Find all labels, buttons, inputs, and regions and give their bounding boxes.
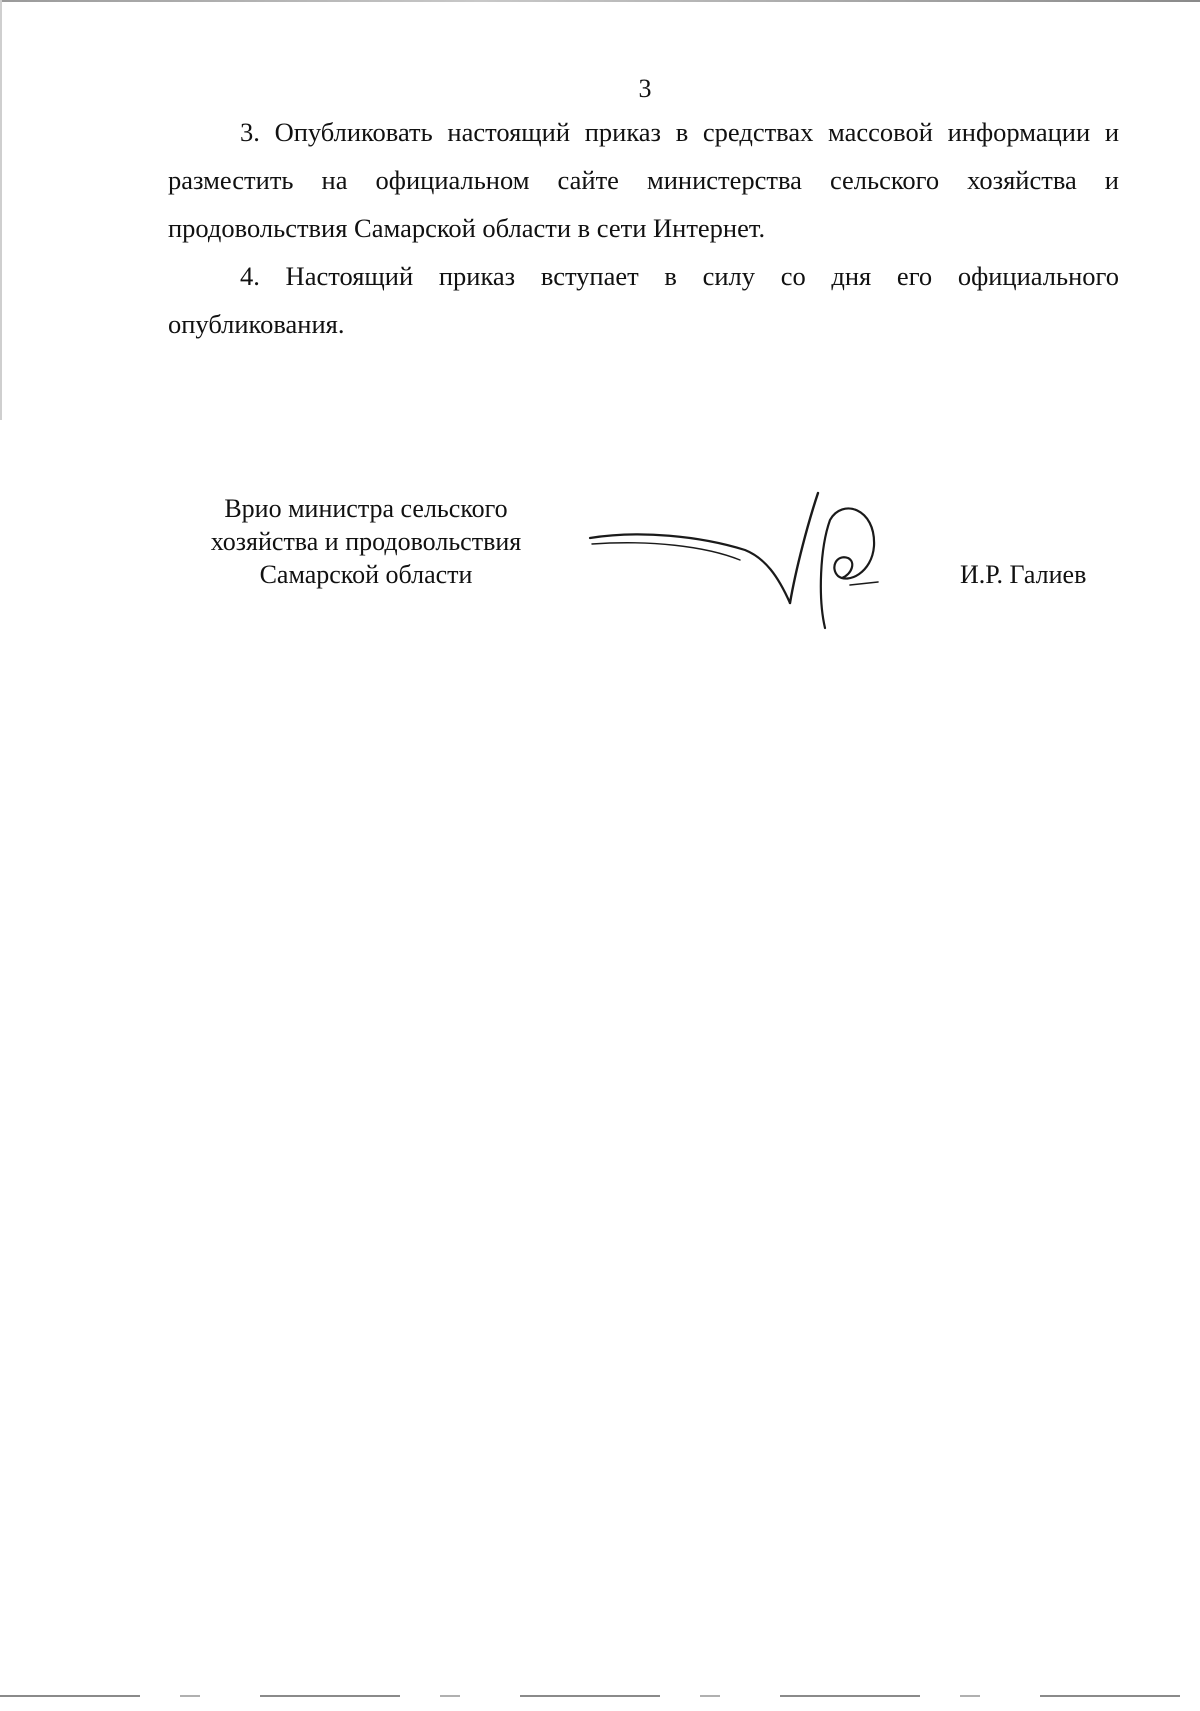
signatory-position [170, 492, 562, 591]
signatory-position-line: хозяйства и продовольствия [210, 527, 522, 556]
scan-edge-top [0, 0, 1200, 2]
paragraph-3: 3. Опубликовать настоящий приказ в средствах массовой информации и разместить на официальном сайте министерства сельского хозяйства и продовольствия Самарской области в сети Интернет. [168, 117, 1119, 243]
scan-edge-bottom [0, 1695, 1200, 1697]
signatory-name: И.Р. Галиев [960, 560, 1087, 589]
signatory-position-line: Самарской области [259, 560, 473, 589]
signatory-position-line: Врио министра сельского [224, 494, 508, 523]
paragraph-4: 4. Настоящий приказ вступает в силу со дня его официального опубликования. [168, 261, 1119, 339]
document-body [168, 108, 1119, 348]
scan-edge-left [0, 0, 2, 420]
page-number: 3 [638, 74, 652, 103]
handwritten-signature-icon [580, 488, 880, 638]
